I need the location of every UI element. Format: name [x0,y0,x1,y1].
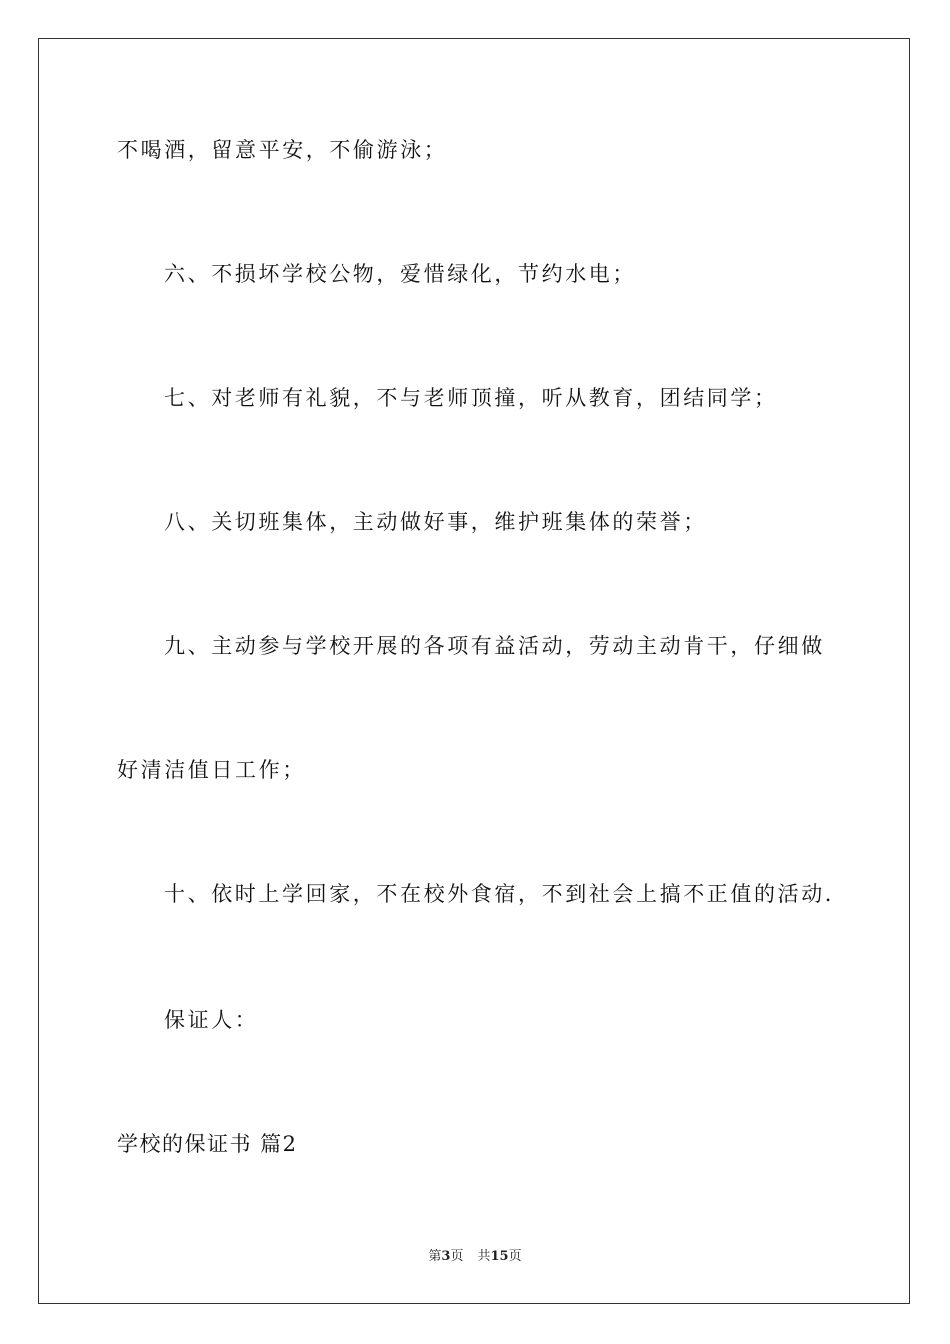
text-line-item-7: 七、对老师有礼貌，不与老师顶撞，听从教育，团结同学； [164,386,778,410]
text-line-1: 不喝酒，留意平安，不偷游泳； [117,138,448,162]
footer-total-prefix: 共 [477,1249,491,1264]
text-line-item-10: 十、依时上学回家，不在校外食宿，不到社会上搞不正值的活动. [164,882,835,906]
footer-total-pages: 15 [490,1249,509,1264]
text-line-item-8: 八、关切班集体，主动做好事，维护班集体的荣誉； [164,510,707,534]
page-frame [38,38,910,1304]
text-line-item-6: 六、不损坏学校公物，爱惜绿化，节约水电； [164,262,636,286]
section-heading: 学校的保证书 篇2 [117,1132,298,1156]
page-footer [0,1250,950,1263]
footer-page-number: 3 [441,1249,451,1264]
footer-page-prefix: 第 [428,1249,442,1264]
text-line-item-9: 九、主动参与学校开展的各项有益活动，劳动主动肯干，仔细做 [164,634,825,658]
footer-page-suffix: 页 [450,1249,464,1264]
text-line-item-9-cont: 好清洁值日工作； [117,758,306,782]
guarantor-label: 保证人： [164,1008,259,1032]
footer-total-suffix: 页 [508,1249,522,1264]
